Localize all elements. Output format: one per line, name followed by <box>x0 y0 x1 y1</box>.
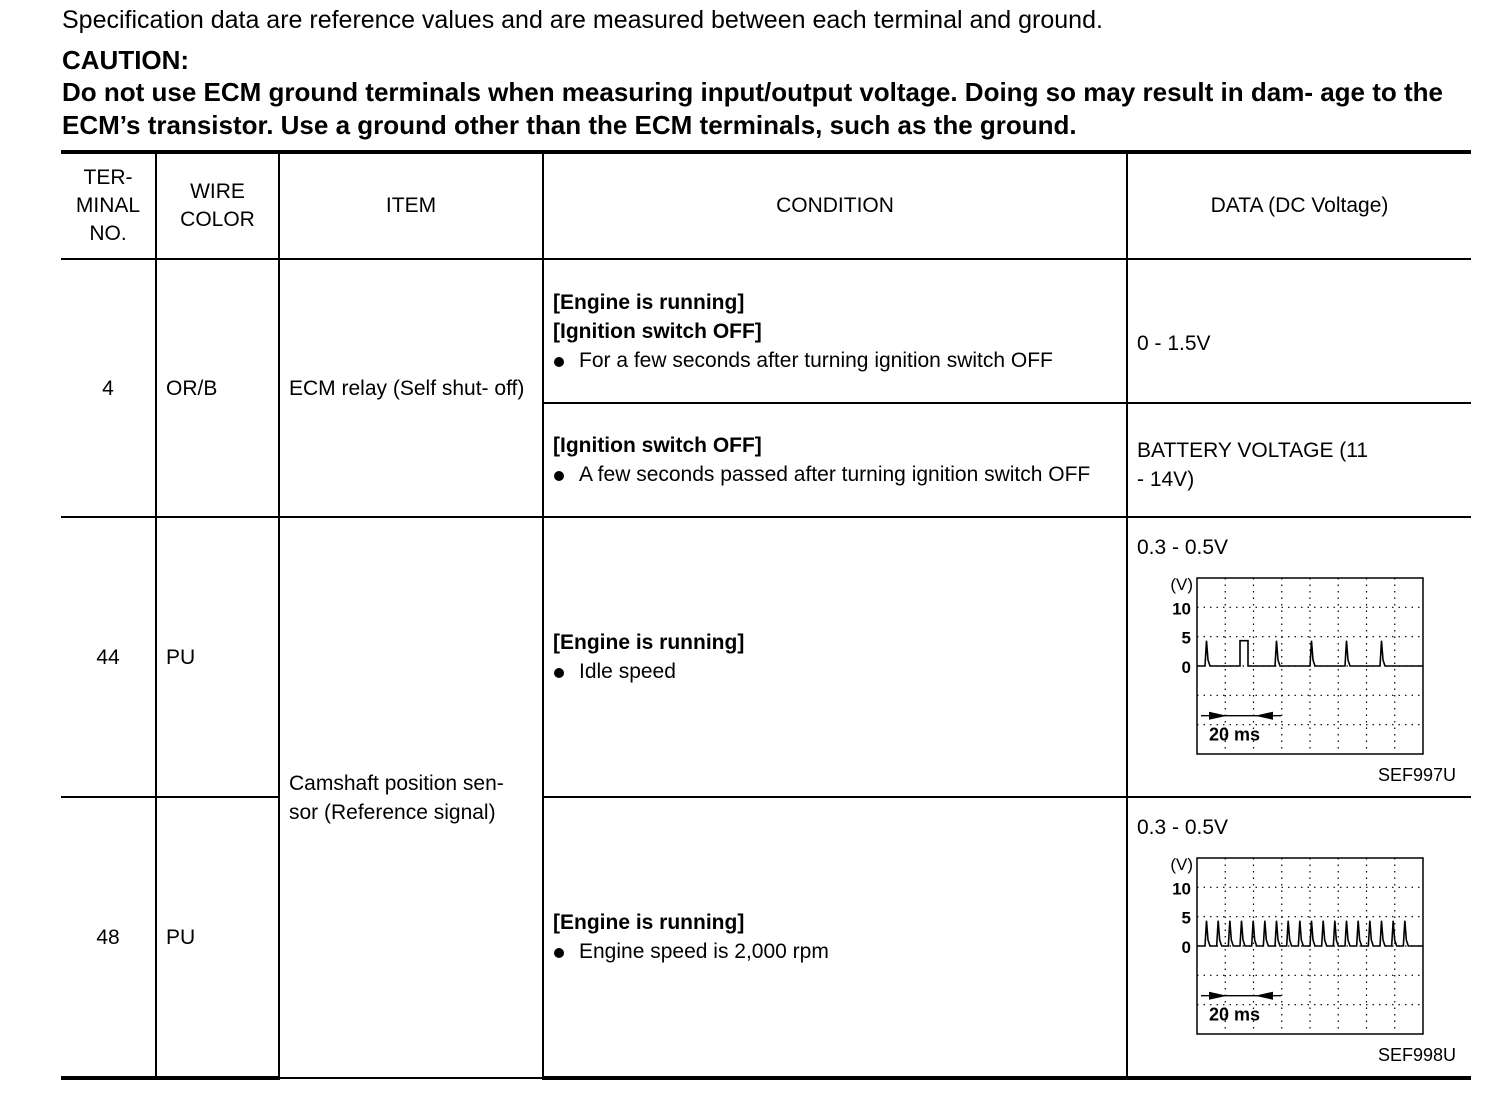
header-wire-color: WIRE COLOR <box>156 152 279 259</box>
header-terminal: TER- MINAL NO. <box>61 152 156 259</box>
terminal-number: 48 <box>61 797 156 1078</box>
time-scale-label: 20 ms <box>1209 1004 1261 1025</box>
wire-color: PU <box>156 797 279 1078</box>
condition-bullet: For a few seconds after turning ignition switch OFF <box>553 346 1117 375</box>
data-value: 0.3 - 0.5V <box>1137 815 1229 839</box>
terminal-spec-table <box>61 150 1471 1080</box>
table-row <box>61 797 1471 1078</box>
bullet-icon <box>554 668 564 678</box>
condition-heading: [Engine is running] <box>553 290 745 314</box>
data-cell <box>1127 517 1471 797</box>
y-tick-label: 10 <box>1172 598 1191 618</box>
arrow-left-icon <box>1255 711 1273 719</box>
terminal-number: 44 <box>61 517 156 797</box>
bullet-icon <box>554 948 564 958</box>
condition-cell <box>543 403 1127 517</box>
waveform-plot <box>1137 562 1457 772</box>
table-row <box>61 517 1471 797</box>
terminal-number: 4 <box>61 259 156 517</box>
bullet-icon <box>554 471 564 481</box>
condition-cell <box>543 259 1127 403</box>
y-tick-label: 0 <box>1181 937 1191 957</box>
arrow-right-icon <box>1209 991 1227 999</box>
wire-color: PU <box>156 517 279 797</box>
data-cell <box>1127 797 1471 1078</box>
wire-color: OR/B <box>156 259 279 517</box>
condition-bullet: Engine speed is 2,000 rpm <box>553 937 1117 966</box>
unit-label: (V) <box>1170 854 1193 874</box>
y-tick-label: 5 <box>1181 908 1191 928</box>
condition-cell <box>543 517 1127 797</box>
waveform-plot <box>1137 842 1457 1052</box>
caution-body: Do not use ECM ground terminals when measuring input/output voltage. Doing so may result in dam- age to the ECM’s transistor. Use a ground other than the ECM terminals, such as the ground. <box>62 77 1443 140</box>
condition-cell <box>543 797 1127 1078</box>
figure-code: SEF998U <box>1377 1044 1456 1065</box>
condition-bullet: A few seconds passed after turning ignition switch OFF <box>553 460 1117 489</box>
item-name: ECM relay (Self shut- off) <box>279 259 543 517</box>
waveform-figure <box>1137 842 1462 1072</box>
condition-heading: [Ignition switch OFF] <box>553 434 762 457</box>
data-value: 0.3 - 0.5V <box>1137 535 1229 559</box>
unit-label: (V) <box>1170 574 1193 594</box>
item-name: Camshaft position sen- sor (Reference signal) <box>279 517 543 1078</box>
arrow-right-icon <box>1209 711 1227 719</box>
condition-bullet: Idle speed <box>553 657 1117 686</box>
time-scale-label: 20 ms <box>1209 724 1261 745</box>
data-value: 0 - 1.5V <box>1127 259 1471 403</box>
caution-title: CAUTION: <box>62 45 190 75</box>
condition-heading: [Engine is running] <box>553 911 745 934</box>
intro-text: Specification data are reference values and are measured between each terminal and ground. <box>62 6 1103 34</box>
waveform-figure <box>1137 562 1462 792</box>
condition-heading: [Ignition switch OFF] <box>553 319 762 343</box>
bullet-icon <box>554 357 564 367</box>
table-header-row <box>61 152 1471 259</box>
header-condition: CONDITION <box>543 152 1127 259</box>
y-tick-label: 5 <box>1181 628 1191 648</box>
header-item: ITEM <box>279 152 543 259</box>
condition-heading: [Engine is running] <box>553 631 745 654</box>
arrow-left-icon <box>1255 991 1273 999</box>
table-row <box>61 259 1471 403</box>
figure-code: SEF997U <box>1377 764 1456 785</box>
y-tick-label: 0 <box>1181 657 1191 677</box>
data-value: BATTERY VOLTAGE (11 - 14V) <box>1127 403 1471 517</box>
y-tick-label: 10 <box>1172 878 1191 898</box>
header-data: DATA (DC Voltage) <box>1127 152 1471 259</box>
